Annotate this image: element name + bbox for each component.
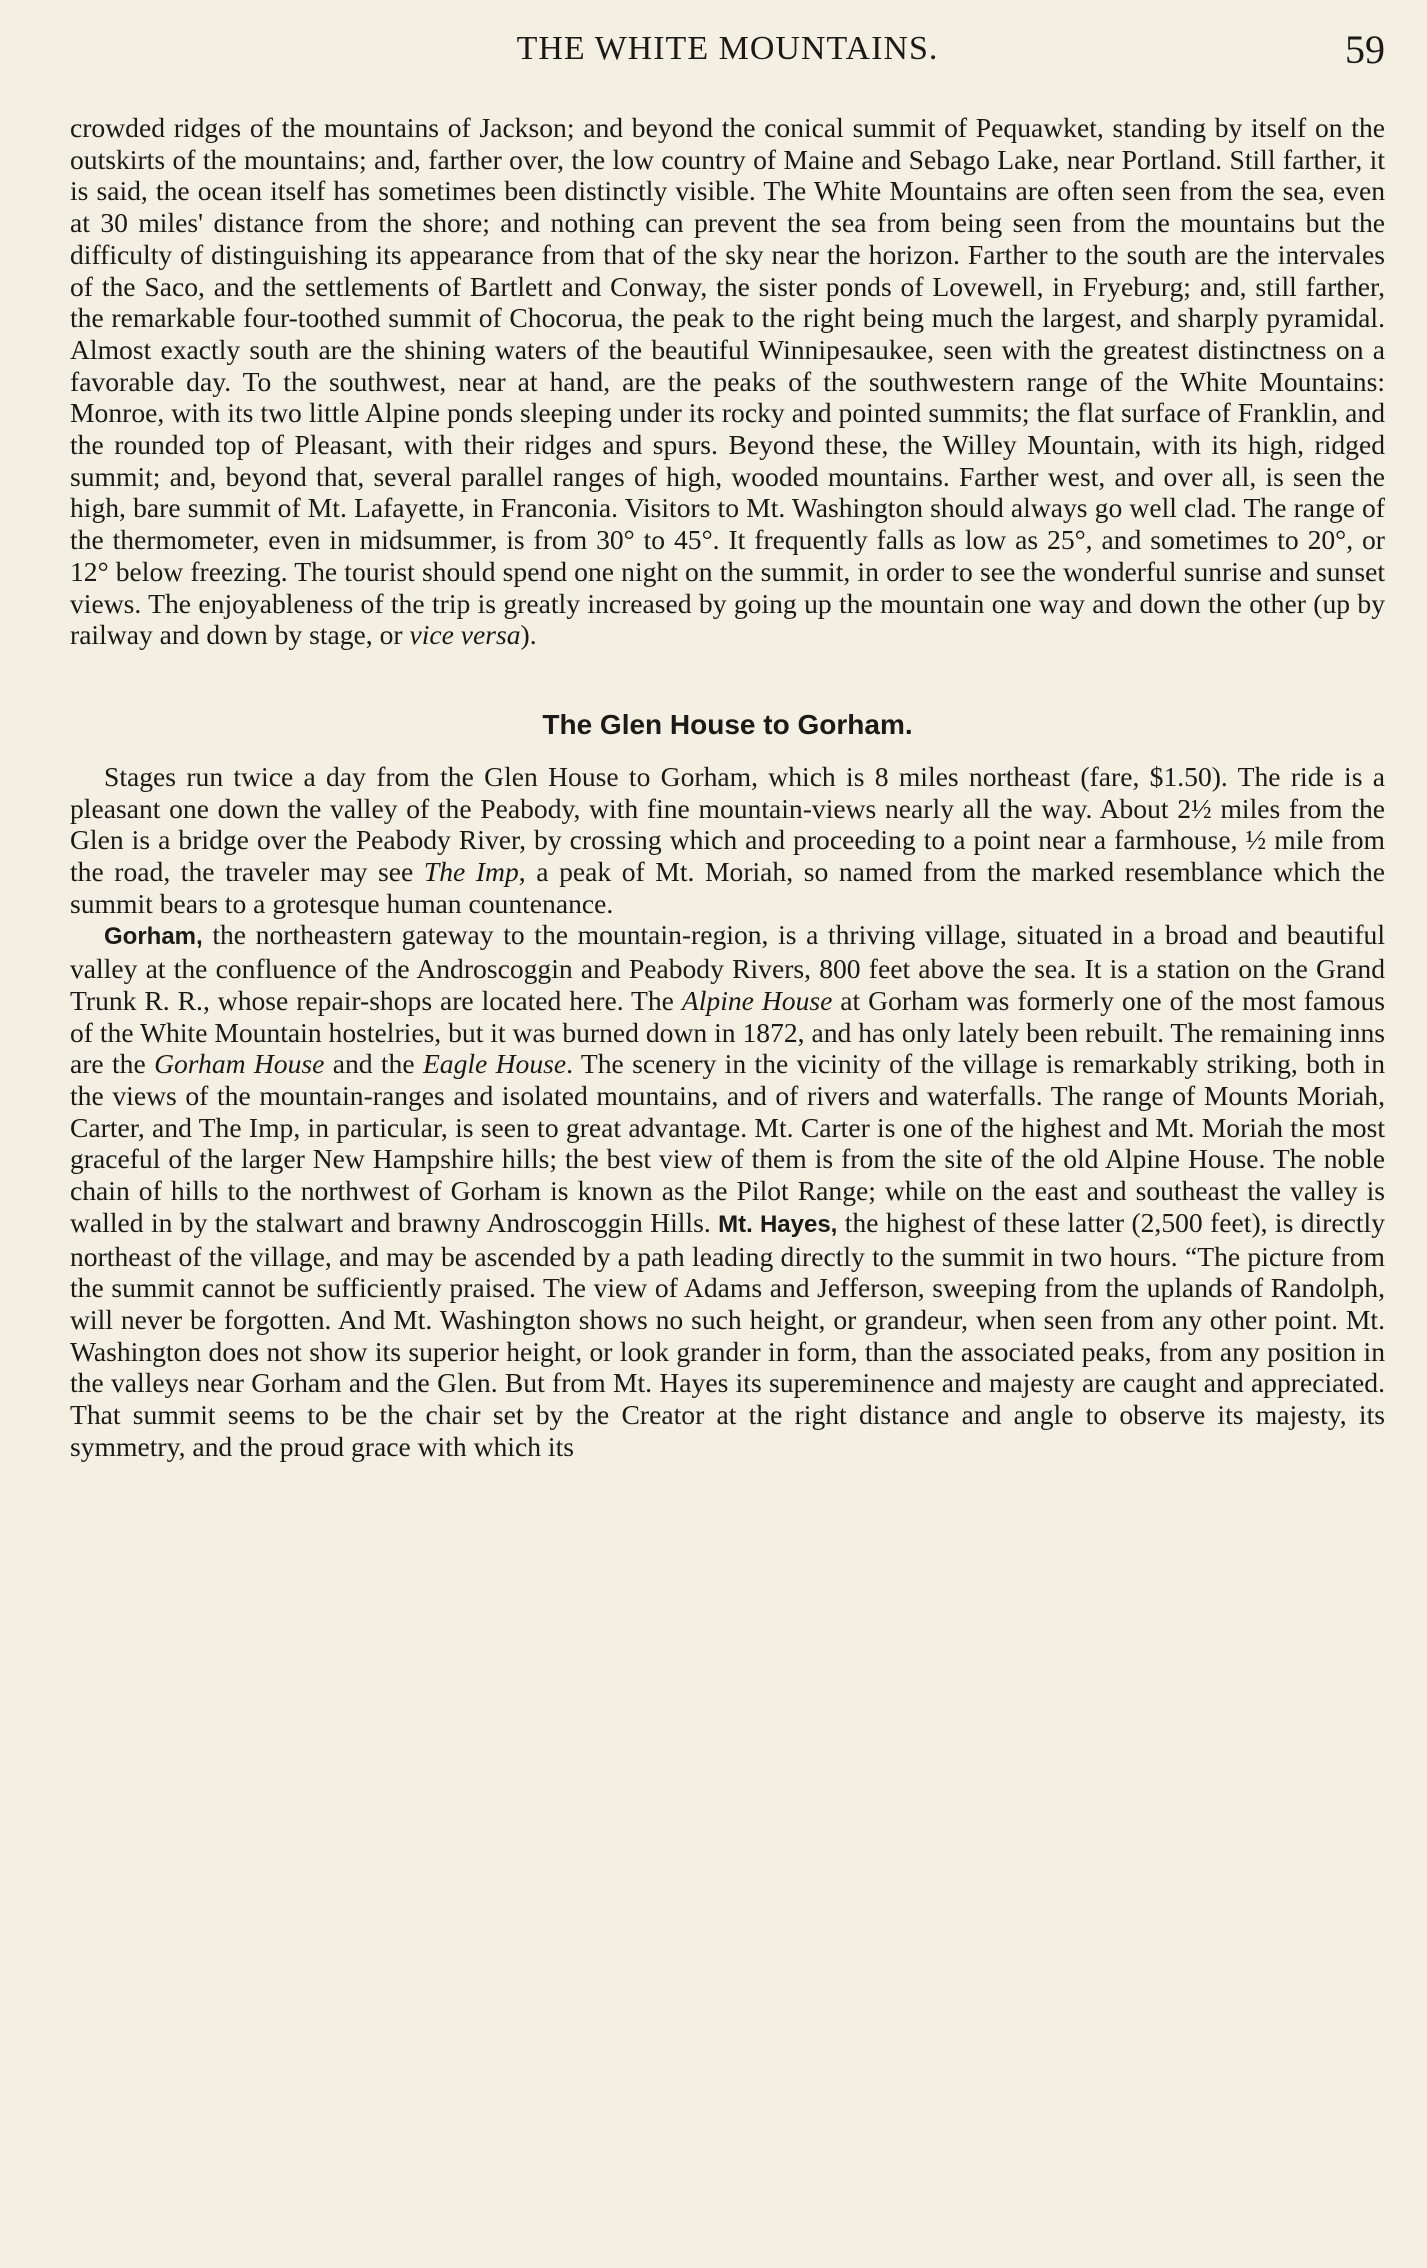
paragraph-stages [70, 761, 1385, 920]
text-run: Stages run twice a day from the Glen House to Gorham, which is 8 miles northeast (fare, $1.50). The ride is a pleasant one down the valley of the Peabody, with fine mountain-views nearly all the way. About 2½ miles from the Glen is a bridge over the Peabody River, by crossing which and proceeding to a point near a farmhouse, ½ mile from the road, the traveler may see [70, 760, 1385, 888]
text-run: . The scenery in the vicinity of the village is remarkably striking, both in the views of the mountain-ranges and isolated mountains, and of rivers and waterfalls. The range of Mounts Moriah, Carter, and The Imp, in particular, is seen to great advantage. Mt. Carter is one of the highest and Mt. Moriah the most graceful of the larger New Hampshire hills; the best view of them is from the site of the old Alpine House. The noble chain of hills to the northwest of Gorham is known as the Pilot Range; while on the east and southeast the valley is walled in by the stalwart and brawny Androscoggin Hills. [70, 1048, 1386, 1238]
italic-run: vice versa [409, 619, 521, 651]
bold-term: Mt. Hayes, [718, 1210, 838, 1238]
running-head [70, 26, 1385, 78]
text-run: the northeastern gateway to the mountain-region, is a thriving village, situated in a broad and beautiful valley at the confluence of the Androscoggin and Peabody Rivers, 800 feet above the sea. It is a station on the Grand Trunk R. R., whose repair-shops are located here. The [70, 919, 1385, 1016]
text-run: at Gorham was formerly one of the most famous of the White Mountain hostelries, but it was burned down in 1872, and has only lately been rebuilt. The remaining inns are the [70, 984, 1385, 1080]
body-text [70, 112, 1385, 1462]
italic-run: Gorham House [154, 1048, 325, 1080]
italic-run: Eagle House [422, 1048, 567, 1080]
paragraph-gorham [70, 919, 1385, 1462]
section-heading: The Glen House to Gorham. [542, 708, 913, 740]
text-run: ). [520, 619, 537, 651]
running-title: THE WHITE MOUNTAINS. [516, 30, 939, 67]
text-run: crowded ridges of the mountains of Jackson; and beyond the conical summit of Pequawket, standing by itself on the outskirts of the mountains; and, farther over, the low country of Maine and Sebago Lake, near Portland. Still farther, it is said, the ocean itself has sometimes been distinctly visible. The White Mountains are often seen from the sea, even at 30 miles' distance from the shore; and nothing can prevent the sea from being seen from the mountains but the difficulty of distinguishing its appearance from that of the sky near the horizon. Farther to the south are the intervales of the Saco, and the settlements of Bartlett and Conway, the sister ponds of Lovewell, in Fryeburg; and, still farther, the remarkable four-toothed summit of Chocorua, the peak to the right being much the largest, and sharply pyramidal. Almost exactly south are the shining waters of the beautiful Winnipesaukee, seen with the greatest distinctness on a favorable day. To the southwest, near at hand, are the peaks of the southwestern range of the White Mountains: Monroe, with its two little Alpine ponds sleeping under its rocky and pointed summits; the flat surface of Franklin, and the rounded top of Pleasant, with their ridges and spurs. Beyond these, the Willey Mountain, with its high, ridged summit; and, beyond that, several parallel ranges of high, wooded mountains. Farther west, and over all, is seen the high, bare summit of Mt. Lafayette, in Franconia. Visitors to Mt. Washington should always go well clad. The range of the thermometer, even in midsummer, is from 30° to 45°. It frequently falls as low as 25°, and sometimes to 20°, or 12° below freezing. The tourist should spend one night on the summit, in order to see the wonderful sunrise and sunset views. The enjoyableness of the trip is greatly increased by going up the mountain one way and down the other (up by railway and down by stage, or [70, 112, 1385, 651]
text-run: the highest of these latter (2,500 feet), is directly northeast of the village, and may be ascended by a path leading directly to the summit in two hours. “The picture from the summit cannot be sufficiently praised. The view of Adams and Jefferson, sweeping from the uplands of Randolph, will never be forgotten. And Mt. Washington shows no such height, or grandeur, when seen from any other point. Mt. Washington does not show its superior height, or look grander in form, than the associated peaks, from any position in the valleys near Gorham and the Glen. But from Mt. Hayes its supereminence and majesty are caught and appreciated. That summit seems to be the chair set by the Creator at the right distance and angle to observe its majesty, its symmetry, and the proud grace with which its [70, 1206, 1385, 1462]
page-number: 59 [1345, 27, 1385, 72]
text-run: and the [324, 1048, 423, 1080]
italic-run: Alpine House [681, 984, 833, 1016]
text-run: , a peak of Mt. Moriah, so named from the marked resemblance which the summit bears to a grotesque human countenance. [70, 856, 1386, 919]
bold-term: Gorham, [104, 923, 203, 951]
italic-run: The Imp [423, 856, 519, 888]
paragraph-summit-view [70, 112, 1385, 651]
